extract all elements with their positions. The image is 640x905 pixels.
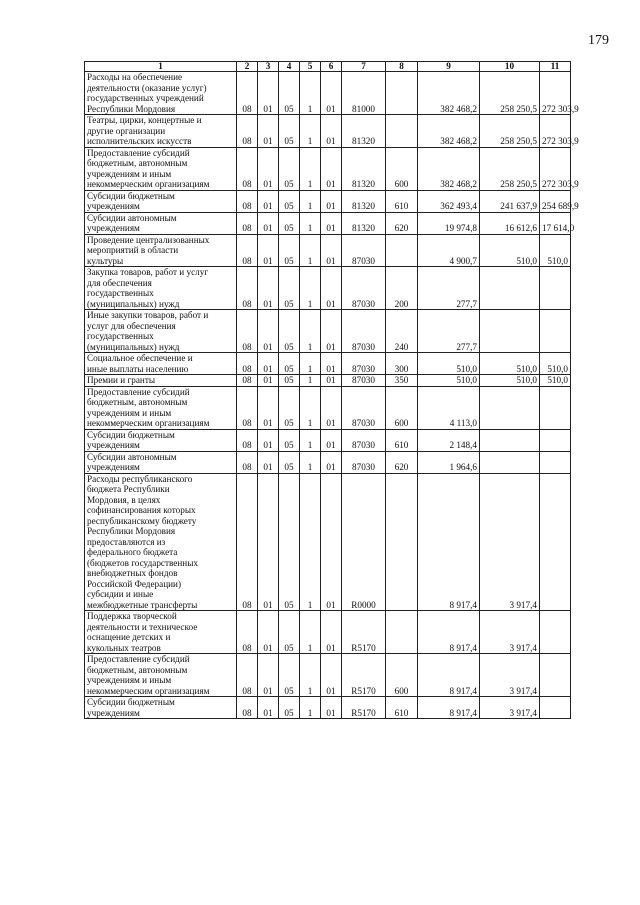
amount-cell: 3 917,4 [480,697,540,719]
direction-cell: 81320 [342,212,386,234]
amount-cell: 258 250,5 [480,115,540,148]
row-name-cell: Премии и гранты [85,375,237,387]
program-cell: 05 [279,654,300,697]
table-row [85,190,571,212]
amount-cell: 8 917,4 [418,697,480,719]
amount-cell: 382 468,2 [418,115,480,148]
header-cell: 8 [386,62,418,72]
program-cell: 05 [279,267,300,310]
amount-cell: 277,7 [418,267,480,310]
amount-cell: 272 303,9 [540,72,571,115]
amount-cell: 4 113,0 [418,386,480,429]
table-row [85,234,571,267]
subsection-cell: 01 [258,654,279,697]
table-row [85,451,571,473]
subprogram-cell: 1 [300,353,321,375]
table-row [85,72,571,115]
amount-cell [540,611,571,654]
amount-cell: 254 689,9 [540,190,571,212]
program-cell: 05 [279,697,300,719]
direction-cell: 87030 [342,451,386,473]
row-name-cell: Субсидии автономным учреждениям [85,451,237,473]
amount-cell: 16 612,6 [480,212,540,234]
expense-type-cell [386,115,418,148]
program-cell: 05 [279,190,300,212]
amount-cell: 3 917,4 [480,611,540,654]
section-cell: 08 [237,654,258,697]
program-cell: 05 [279,234,300,267]
program-cell: 05 [279,473,300,611]
table-row [85,267,571,310]
section-cell: 08 [237,375,258,387]
row-name-cell: Театры, цирки, концертные и другие организации исполнительских искусств [85,115,237,148]
amount-cell: 258 250,5 [480,147,540,190]
section-cell: 08 [237,473,258,611]
main-event-cell: 01 [321,654,342,697]
header-cell: 9 [418,62,480,72]
row-name-cell: Расходы республиканского бюджета Республики Мордовия, в целях софинансирования которых республиканскому бюджету Республики Мордовия предоставляются из федерального бюджета (бюджетов государственных внебюджетных фондов Российской Федерации) субсидии и иные межбюджетные трансферты [85,473,237,611]
header-cell: 7 [342,62,386,72]
expense-type-cell: 610 [386,190,418,212]
subsection-cell: 01 [258,115,279,148]
amount-cell: 8 917,4 [418,473,480,611]
subprogram-cell: 1 [300,190,321,212]
expense-type-cell: 610 [386,697,418,719]
subprogram-cell: 1 [300,310,321,353]
expense-type-cell: 610 [386,429,418,451]
amount-cell: 272 303,9 [540,115,571,148]
table-row [85,115,571,148]
main-event-cell: 01 [321,115,342,148]
row-name-cell: Предоставление субсидий бюджетным, автономным учреждениям и иным некоммерческим организациям [85,654,237,697]
expense-type-cell: 620 [386,212,418,234]
row-name-cell: Предоставление субсидий бюджетным, автономным учреждениям и иным некоммерческим организациям [85,386,237,429]
subsection-cell: 01 [258,386,279,429]
amount-cell: 8 917,4 [418,611,480,654]
subsection-cell: 01 [258,473,279,611]
section-cell: 08 [237,267,258,310]
amount-cell [480,429,540,451]
table-row [85,654,571,697]
subsection-cell: 01 [258,310,279,353]
table-row [85,310,571,353]
amount-cell: 510,0 [480,234,540,267]
amount-cell: 17 614,0 [540,212,571,234]
expense-type-cell [386,611,418,654]
expense-type-cell: 200 [386,267,418,310]
expense-type-cell: 600 [386,386,418,429]
amount-cell [480,451,540,473]
subsection-cell: 01 [258,353,279,375]
section-cell: 08 [237,611,258,654]
main-event-cell: 01 [321,451,342,473]
section-cell: 08 [237,429,258,451]
section-cell: 08 [237,115,258,148]
program-cell: 05 [279,147,300,190]
header-cell: 1 [85,62,237,72]
main-event-cell: 01 [321,697,342,719]
row-name-cell: Проведение централизованных мероприятий в области культуры [85,234,237,267]
expense-type-cell [386,72,418,115]
amount-cell: 510,0 [540,353,571,375]
amount-cell [540,310,571,353]
direction-cell: R5170 [342,654,386,697]
expense-type-cell [386,234,418,267]
direction-cell: 87030 [342,429,386,451]
amount-cell: 272 303,9 [540,147,571,190]
row-name-cell: Закупка товаров, работ и услуг для обеспечения государственных (муниципальных) нужд [85,267,237,310]
main-event-cell: 01 [321,473,342,611]
subsection-cell: 01 [258,375,279,387]
amount-cell: 277,7 [418,310,480,353]
direction-cell: 87030 [342,386,386,429]
program-cell: 05 [279,611,300,654]
amount-cell [540,451,571,473]
amount-cell: 510,0 [418,353,480,375]
table-row [85,429,571,451]
subsection-cell: 01 [258,190,279,212]
amount-cell [480,386,540,429]
amount-cell: 8 917,4 [418,654,480,697]
amount-cell [540,654,571,697]
table-body [85,72,579,719]
amount-cell: 382 468,2 [418,147,480,190]
subprogram-cell: 1 [300,611,321,654]
table-row [85,697,571,719]
section-cell: 08 [237,310,258,353]
subsection-cell: 01 [258,429,279,451]
program-cell: 05 [279,429,300,451]
section-cell: 08 [237,72,258,115]
amount-cell [540,267,571,310]
amount-cell: 362 493,4 [418,190,480,212]
direction-cell: 87030 [342,375,386,387]
program-cell: 05 [279,310,300,353]
subsection-cell: 01 [258,697,279,719]
row-name-cell: Субсидии бюджетным учреждениям [85,190,237,212]
expense-type-cell [386,473,418,611]
main-event-cell: 01 [321,429,342,451]
program-cell: 05 [279,375,300,387]
program-cell: 05 [279,451,300,473]
table-header [85,62,571,72]
header-cell: 11 [540,62,571,72]
amount-cell: 510,0 [480,353,540,375]
main-event-cell: 01 [321,386,342,429]
row-name-cell: Социальное обеспечение и иные выплаты населению [85,353,237,375]
row-name-cell: Предоставление субсидий бюджетным, автономным учреждениям и иным некоммерческим организациям [85,147,237,190]
main-event-cell: 01 [321,72,342,115]
header-cell: 10 [480,62,540,72]
header-cell: 2 [237,62,258,72]
main-event-cell: 01 [321,267,342,310]
program-cell: 05 [279,115,300,148]
direction-cell: 87030 [342,353,386,375]
amount-cell: 4 900,7 [418,234,480,267]
subprogram-cell: 1 [300,386,321,429]
subprogram-cell: 1 [300,473,321,611]
section-cell: 08 [237,697,258,719]
main-event-cell: 01 [321,375,342,387]
program-cell: 05 [279,212,300,234]
section-cell: 08 [237,353,258,375]
subsection-cell: 01 [258,212,279,234]
subsection-cell: 01 [258,267,279,310]
direction-cell: R5170 [342,611,386,654]
row-name-cell: Субсидии автономным учреждениям [85,212,237,234]
direction-cell: R0000 [342,473,386,611]
header-row [85,62,571,72]
section-cell: 08 [237,386,258,429]
row-name-cell: Расходы на обеспечение деятельности (оказание услуг) государственных учреждений Республики Мордовия [85,72,237,115]
program-cell: 05 [279,72,300,115]
amount-cell: 382 468,2 [418,72,480,115]
amount-cell: 1 964,6 [418,451,480,473]
subprogram-cell: 1 [300,654,321,697]
subprogram-cell: 1 [300,267,321,310]
amount-cell: 3 917,4 [480,473,540,611]
direction-cell: R5170 [342,697,386,719]
direction-cell: 81000 [342,72,386,115]
amount-cell [540,429,571,451]
main-event-cell: 01 [321,310,342,353]
subprogram-cell: 1 [300,147,321,190]
subprogram-cell: 1 [300,451,321,473]
section-cell: 08 [237,212,258,234]
header-cell: 5 [300,62,321,72]
expense-type-cell: 300 [386,353,418,375]
direction-cell: 81320 [342,147,386,190]
row-name-cell: Иные закупки товаров, работ и услуг для обеспечения государственных (муниципальных) нужд [85,310,237,353]
row-name-cell: Поддержка творческой деятельности и техническое оснащение детских и кукольных театров [85,611,237,654]
expense-type-cell: 600 [386,147,418,190]
subsection-cell: 01 [258,72,279,115]
header-cell: 4 [279,62,300,72]
table-row [85,147,571,190]
amount-cell [540,473,571,611]
amount-cell [540,386,571,429]
main-event-cell: 01 [321,190,342,212]
direction-cell: 87030 [342,310,386,353]
program-cell: 05 [279,386,300,429]
amount-cell [480,310,540,353]
amount-cell: 241 637,9 [480,190,540,212]
subprogram-cell: 1 [300,115,321,148]
page-number: 179 [588,33,609,48]
program-cell: 05 [279,353,300,375]
amount-cell: 258 250,5 [480,72,540,115]
direction-cell: 87030 [342,234,386,267]
amount-cell: 2 148,4 [418,429,480,451]
subsection-cell: 01 [258,451,279,473]
subprogram-cell: 1 [300,72,321,115]
main-event-cell: 01 [321,234,342,267]
amount-cell: 510,0 [540,375,571,387]
table-row [85,473,571,611]
subprogram-cell: 1 [300,234,321,267]
subsection-cell: 01 [258,147,279,190]
table-row [85,212,571,234]
subprogram-cell: 1 [300,375,321,387]
direction-cell: 87030 [342,267,386,310]
main-event-cell: 01 [321,611,342,654]
budget-table [84,61,579,719]
amount-cell: 510,0 [480,375,540,387]
table-row [85,375,571,387]
direction-cell: 81320 [342,190,386,212]
section-cell: 08 [237,451,258,473]
amount-cell: 510,0 [540,234,571,267]
amount-cell [480,267,540,310]
subprogram-cell: 1 [300,697,321,719]
main-event-cell: 01 [321,147,342,190]
amount-cell: 19 974,8 [418,212,480,234]
expense-type-cell: 240 [386,310,418,353]
amount-cell: 510,0 [418,375,480,387]
subprogram-cell: 1 [300,212,321,234]
table-row [85,386,571,429]
header-cell: 6 [321,62,342,72]
table-row [85,611,571,654]
subprogram-cell: 1 [300,429,321,451]
subsection-cell: 01 [258,611,279,654]
amount-cell [540,697,571,719]
expense-type-cell: 620 [386,451,418,473]
main-event-cell: 01 [321,353,342,375]
section-cell: 08 [237,147,258,190]
amount-cell: 3 917,4 [480,654,540,697]
section-cell: 08 [237,190,258,212]
header-cell: 3 [258,62,279,72]
main-event-cell: 01 [321,212,342,234]
direction-cell: 81320 [342,115,386,148]
expense-type-cell: 350 [386,375,418,387]
table-row [85,353,571,375]
subsection-cell: 01 [258,234,279,267]
row-name-cell: Субсидии бюджетным учреждениям [85,697,237,719]
section-cell: 08 [237,234,258,267]
expense-type-cell: 600 [386,654,418,697]
row-name-cell: Субсидии бюджетным учреждениям [85,429,237,451]
